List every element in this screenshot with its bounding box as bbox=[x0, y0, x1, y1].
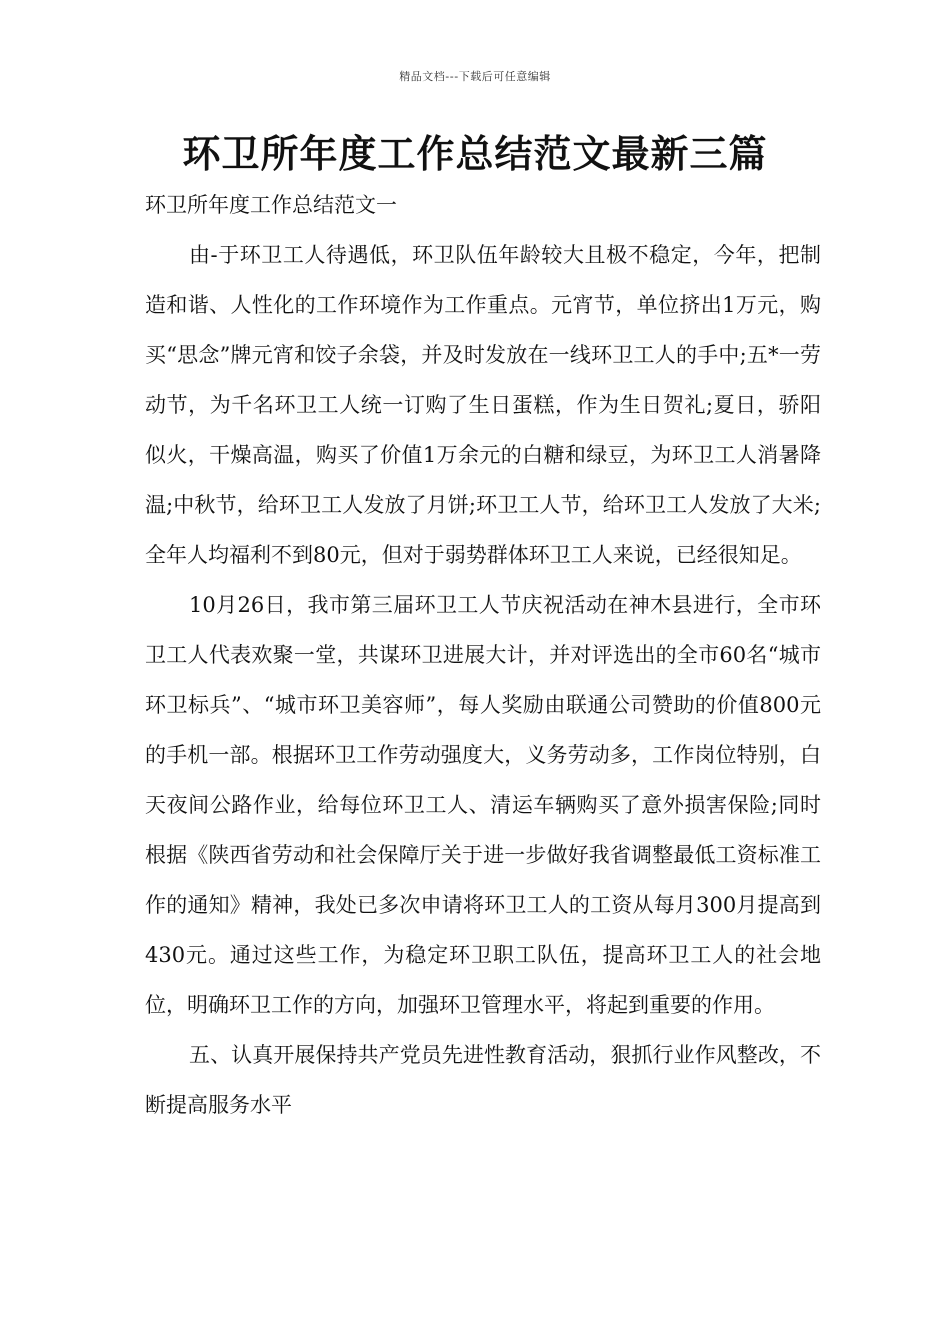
paragraph-section-five: 五、认真开展保持共产党员先进性教育活动，狠抓行业作风整改，不断提高服务水平 bbox=[145, 1043, 821, 1117]
section-subtitle: 环卫所年度工作总结范文一 bbox=[145, 193, 397, 217]
document-body bbox=[145, 180, 821, 1130]
paragraph-festival: 10月26日，我市第三届环卫工人节庆祝活动在神木县进行，全市环卫工人代表欢聚一堂，共谋环卫进展大计，并对评选出的全市60名“城市环卫标兵”、“城市环卫美容师”，每人奖励由联通公司赞助的价值800元的手机一部。根据环卫工作劳动强度大，义务劳动多，工作岗位特别，白天夜间公路作业，给每位环卫工人、清运车辆购买了意外损害保险;同时根据《陕西省劳动和社会保障厅关于进一步做好我省调整最低工资标准工作的通知》精神，我处已多次申请将环卫工人的工资从每月300月提高到430元。通过这些工作，为稳定环卫职工队伍，提高环卫工人的社会地位，明确环卫工作的方向，加强环卫管理水平，将起到重要的作用。 bbox=[145, 593, 821, 1017]
header-note: 精品文档---下载后可任意编辑 bbox=[399, 70, 551, 83]
paragraph-welfare: 由-于环卫工人待遇低，环卫队伍年龄较大且极不稳定，今年，把制造和谐、人性化的工作环境作为工作重点。元宵节，单位挤出1万元，购买“思念”牌元宵和饺子余袋，并及时发放在一线环卫工人的手中;五*一劳动节，为千名环卫工人统一订购了生日蛋糕，作为生日贺礼;夏日，骄阳似火，干燥高温，购买了价值1万余元的白糖和绿豆，为环卫工人消暑降温;中秋节，给环卫工人发放了月饼;环卫工人节，给环卫工人发放了大米;全年人均福利不到80元，但对于弱势群体环卫工人来说，已经很知足。 bbox=[145, 243, 821, 567]
document-title: 环卫所年度工作总结范文最新三篇 bbox=[182, 132, 768, 176]
